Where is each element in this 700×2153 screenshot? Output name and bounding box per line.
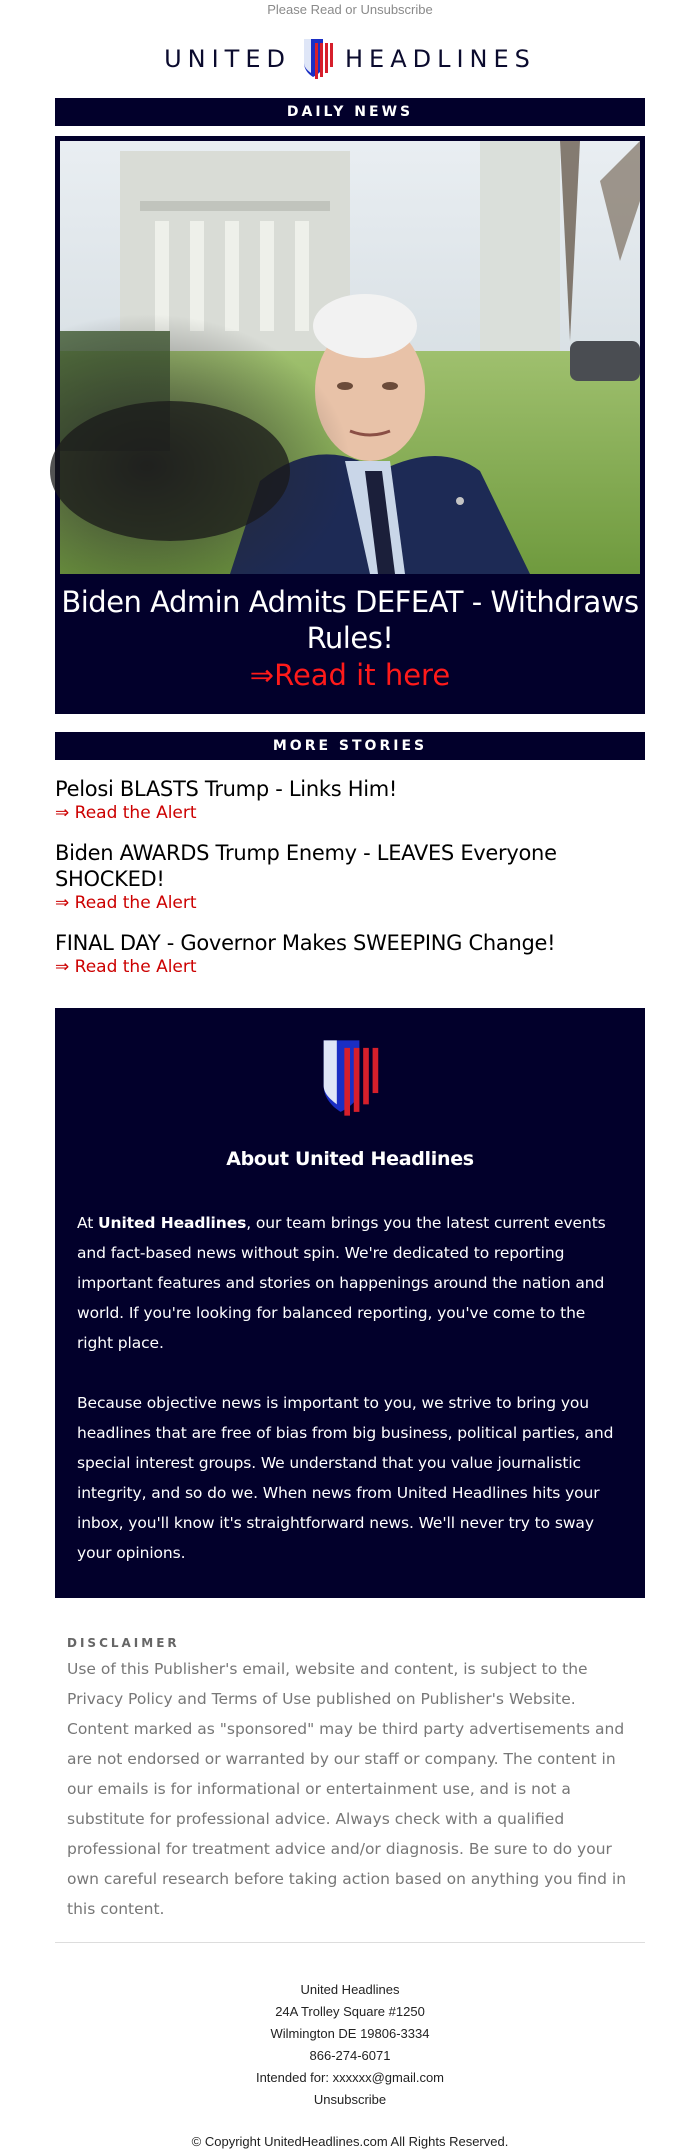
story-title[interactable]: Pelosi BLASTS Trump - Links Him! [55, 777, 398, 801]
about-p1-text: , our team brings you the latest current events and fact-based news without spin. We're dedicated to reporting important features and stories on happenings around the nation and world. If you're looking for balanced reporting, you've come to the right place. [77, 1214, 606, 1352]
footer-phone: 866-274-6071 [309, 2048, 391, 2063]
story-list [55, 776, 645, 978]
shield-logo-icon [301, 37, 335, 81]
footer-company: United Headlines [300, 1982, 400, 1997]
about-paragraph-2: Because objective news is important to you, we strive to bring you headlines that are free of bias from big business, political parties, and special interest groups. We understand that you value journalistic integrity, and so do we. When news from United Headlines hits your inbox, you'll know it's straightforward news. We'll never try to sway your opinions. [77, 1394, 614, 1562]
story-read-link[interactable]: ⇒ Read the Alert [55, 893, 197, 913]
logo-word-left: UNITED [164, 45, 291, 73]
footer-intended-for: Intended for: xxxxxx@gmail.com [255, 2070, 445, 2085]
unsubscribe-link[interactable]: Unsubscribe [313, 2092, 387, 2107]
hero-photo[interactable] [60, 141, 640, 574]
more-stories-bar: MORE STORIES [55, 732, 645, 760]
story-title[interactable]: Biden AWARDS Trump Enemy - LEAVES Everyone SHOCKED! [55, 841, 557, 891]
about-logo [77, 1036, 623, 1120]
footer-address-line-2: Wilmington DE 19806-3334 [270, 2026, 430, 2041]
footer-address-line-1: 24A Trolley Square #1250 [275, 2004, 425, 2019]
shield-logo-icon [318, 1036, 382, 1120]
about-p1-prefix: At [77, 1214, 99, 1232]
story-item[interactable] [55, 840, 645, 914]
about-brand-name: United Headlines [98, 1214, 247, 1232]
story-title[interactable]: FINAL DAY - Governor Makes SWEEPING Change! [55, 931, 556, 955]
copyright: © Copyright UnitedHeadlines.com All Rights Reserved. [191, 2134, 509, 2149]
brand-logo[interactable] [0, 20, 700, 98]
disclaimer-section [55, 1636, 645, 1943]
daily-news-bar: DAILY NEWS [55, 98, 645, 126]
disclaimer-heading: DISCLAIMER [67, 1636, 180, 1650]
about-paragraph-1 [77, 1208, 623, 1358]
about-title: About United Headlines [226, 1148, 474, 1170]
about-section [55, 1008, 645, 1598]
story-read-link[interactable]: ⇒ Read the Alert [55, 803, 197, 823]
logo-word-right: HEADLINES [344, 45, 536, 73]
story-item[interactable] [55, 930, 645, 978]
hero-title[interactable]: Biden Admin Admits DEFEAT - Withdraws Rules! [61, 585, 639, 655]
hero-read-link[interactable]: ⇒Read it here [249, 658, 451, 692]
hero-story[interactable] [55, 136, 645, 714]
disclaimer-text: Use of this Publisher's email, website and content, is subject to the Privacy Policy and Terms of Use published on Publisher's Website. Content marked as "sponsored" may be third party advertisements and are not endorsed or warranted by our staff or company. The content in our emails is for informational or entertainment use, and is not a substitute for professional advice. Always check with a qualified professional for treatment advice and/or diagnosis. Be sure to do your own careful research before taking action based on anything you find in this content. [67, 1660, 627, 1918]
footer [0, 1979, 700, 2153]
preheader[interactable]: Please Read or Unsubscribe [267, 2, 433, 17]
hero-photo-illustration [60, 141, 640, 574]
story-item[interactable] [55, 776, 645, 824]
story-read-link[interactable]: ⇒ Read the Alert [55, 957, 197, 977]
